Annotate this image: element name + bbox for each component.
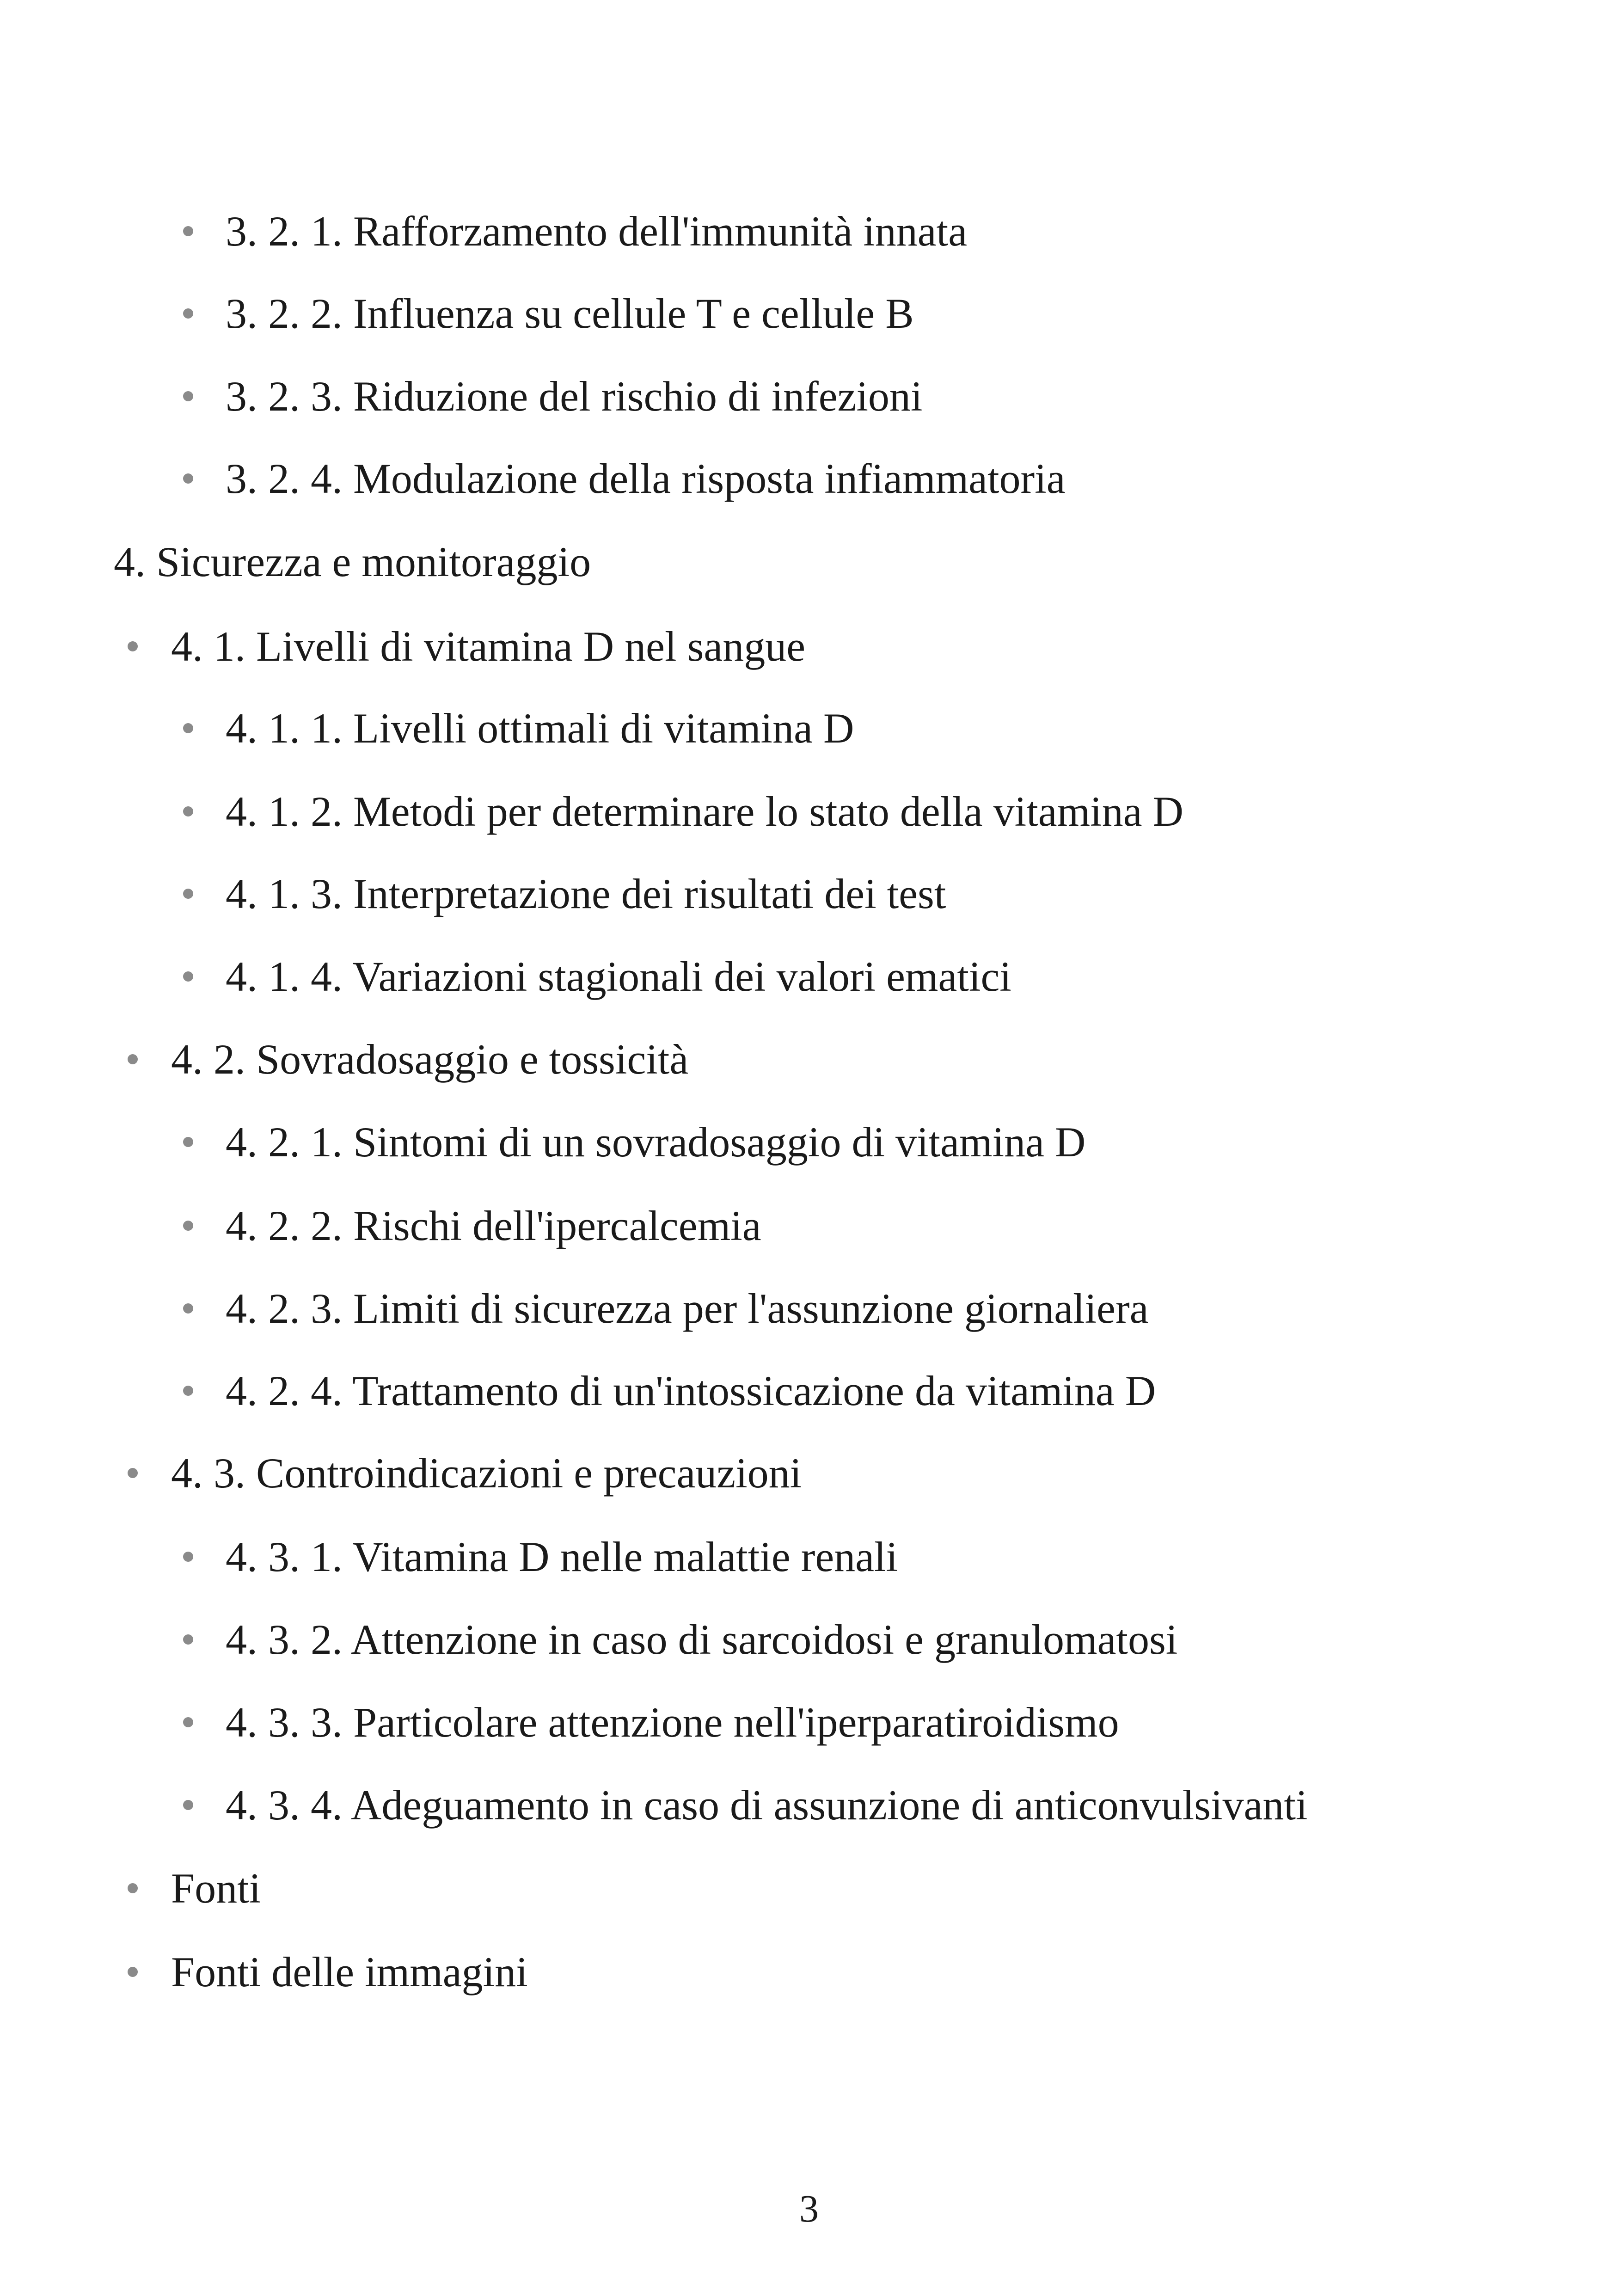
- toc-chapter-4: [114, 536, 591, 587]
- bullet-icon: [183, 889, 193, 899]
- toc-entry-label: 3. 2. 1. Rafforzamento dell'immunità innata: [226, 208, 968, 255]
- toc-entry-4-3-1: [226, 1531, 898, 1582]
- toc-entry-4-3-4: [226, 1780, 1307, 1830]
- bullet-icon: [183, 1221, 193, 1231]
- toc-entry-label: 4. 1. 4. Variazioni stagionali dei valori ematici: [226, 953, 1011, 1000]
- bullet-icon: [183, 1137, 193, 1147]
- bullet-icon: [183, 806, 193, 816]
- toc-entry-4-1: [171, 621, 805, 672]
- toc-entry-3-2-3: [226, 371, 923, 422]
- toc-entry-label: 4. 2. 3. Limiti di sicurezza per l'assunzione giornaliera: [226, 1285, 1149, 1332]
- bullet-icon: [183, 1800, 193, 1810]
- toc-entry-3-2-2: [226, 288, 914, 339]
- toc-entry-4-1-3: [226, 868, 946, 919]
- bullet-icon: [183, 1552, 193, 1562]
- toc-entry-label: 4. 3. 2. Attenzione in caso di sarcoidosi e granulomatosi: [226, 1616, 1178, 1663]
- toc-entry-label: 3. 2. 4. Modulazione della risposta infiammatoria: [226, 455, 1066, 502]
- toc-entry-4-1-2: [226, 786, 1183, 837]
- bullet-icon: [183, 1634, 193, 1645]
- toc-entry-label: Fonti: [171, 1865, 261, 1912]
- toc-entry-label: Fonti delle immagini: [171, 1948, 528, 1995]
- bullet-icon: [128, 1054, 138, 1064]
- toc-entry-label: 3. 2. 2. Influenza su cellule T e cellule B: [226, 290, 914, 337]
- toc-entry-3-2-4: [226, 453, 1066, 504]
- bullet-icon: [128, 1883, 138, 1893]
- toc-entry-label: 4. 2. 1. Sintomi di un sovradosaggio di vitamina D: [226, 1118, 1086, 1166]
- page-number: 3: [799, 2187, 819, 2230]
- toc-entry-4-2: [171, 1034, 688, 1085]
- toc-entry-label: 4. 3. 4. Adeguamento in caso di assunzione di anticonvulsivanti: [226, 1781, 1308, 1829]
- bullet-icon: [183, 1717, 193, 1727]
- bullet-icon: [183, 473, 193, 484]
- toc-entry-4-3-2: [226, 1614, 1177, 1665]
- toc-entry-label: 4. 3. 1. Vitamina D nelle malattie renali: [226, 1533, 898, 1580]
- toc-entry-4-1-4: [226, 951, 1011, 1002]
- toc-entry-label: 4. 3. 3. Particolare attenzione nell'iperparatiroidismo: [226, 1699, 1119, 1746]
- toc-entry-label: 4. 2. 4. Trattamento di un'intossicazione da vitamina D: [226, 1367, 1156, 1414]
- toc-entry-label: 4. 1. 3. Interpretazione dei risultati dei test: [226, 870, 946, 917]
- bullet-icon: [183, 1303, 193, 1314]
- toc-entry-4-2-1: [226, 1117, 1085, 1167]
- toc-entry-3-2-1: [226, 206, 967, 257]
- toc-entry-4-2-4: [226, 1365, 1156, 1416]
- toc-entry-label: 4. 2. Sovradosaggio e tossicità: [171, 1036, 689, 1083]
- toc-entry-label: 4. 3. Controindicazioni e precauzioni: [171, 1449, 802, 1497]
- toc-entry-4-3: [171, 1448, 802, 1498]
- bullet-icon: [183, 391, 193, 401]
- bullet-icon: [183, 723, 193, 733]
- bullet-icon: [128, 1468, 138, 1478]
- bullet-icon: [183, 226, 193, 236]
- toc-entry-4-2-2: [226, 1200, 761, 1251]
- toc-entry-fonti-immagini: [171, 1946, 528, 1997]
- toc-entry-label: 4. 1. 1. Livelli ottimali di vitamina D: [226, 705, 854, 752]
- bullet-icon: [128, 641, 138, 651]
- bullet-icon: [128, 1967, 138, 1977]
- toc-entry-4-3-3: [226, 1697, 1119, 1748]
- bullet-icon: [183, 971, 193, 982]
- toc-entry-fonti: [171, 1863, 261, 1914]
- toc-entry-label: 4. 2. 2. Rischi dell'ipercalcemia: [226, 1202, 761, 1249]
- toc-entry-4-1-1: [226, 703, 854, 754]
- toc-entry-4-2-3: [226, 1283, 1148, 1334]
- toc-entry-label: 3. 2. 3. Riduzione del rischio di infezioni: [226, 373, 923, 420]
- toc-entry-label: 4. 1. 2. Metodi per determinare lo stato della vitamina D: [226, 788, 1183, 835]
- bullet-icon: [183, 308, 193, 319]
- toc-entry-label: 4. 1. Livelli di vitamina D nel sangue: [171, 623, 806, 670]
- bullet-icon: [183, 1386, 193, 1396]
- toc-entry-label: 4. Sicurezza e monitoraggio: [114, 538, 591, 585]
